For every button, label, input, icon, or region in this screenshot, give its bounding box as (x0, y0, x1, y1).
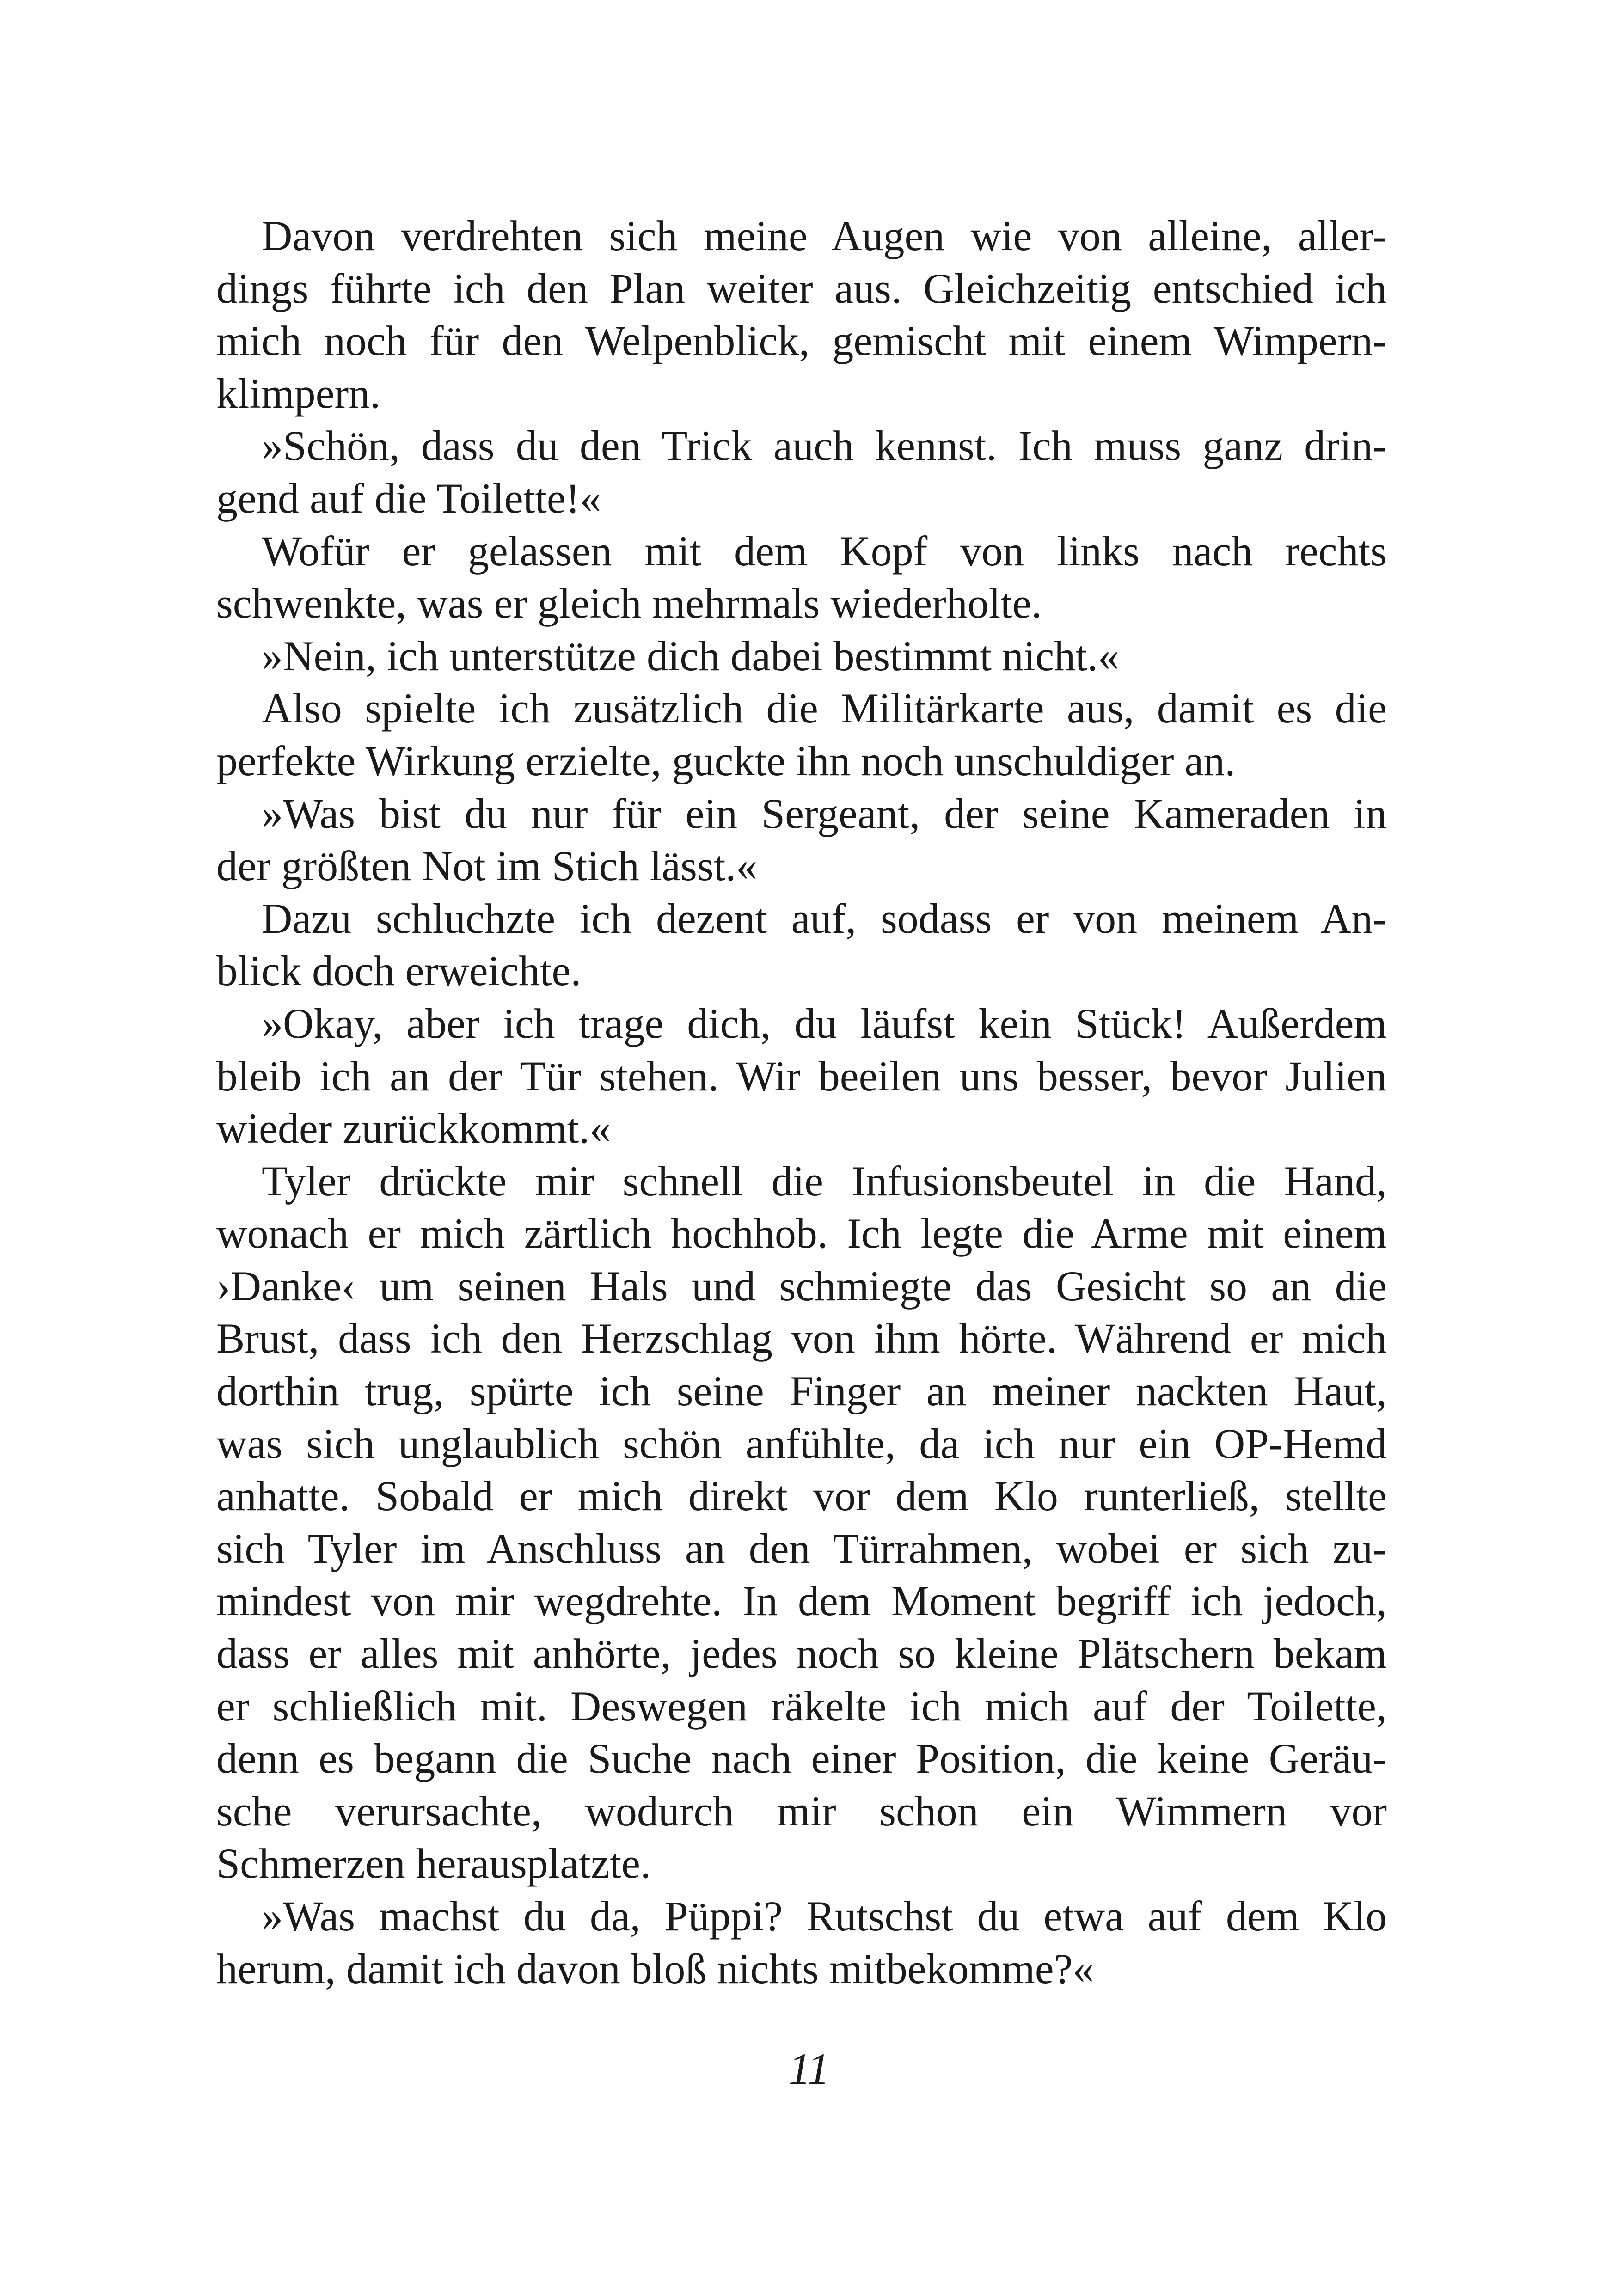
text-line: Also spielte ich zusätzlich die Militärkarte aus, damit es die (262, 685, 1387, 732)
paragraph (216, 788, 1387, 893)
text-line: schwenkte, was er gleich mehrmals wiederholte. (216, 580, 1042, 627)
paragraph (216, 893, 1387, 998)
text-line: er schließlich mit. Deswegen räkelte ich mich auf der Toilette, (216, 1682, 1387, 1730)
text-line: dings führte ich den Plan weiter aus. Gleichzeitig entschied ich (216, 264, 1387, 312)
text-line: denn es begann die Suche nach einer Position, die keine Geräu- (216, 1735, 1387, 1782)
text-line: wonach er mich zärtlich hochhob. Ich legte die Arme mit einem (216, 1210, 1387, 1257)
paragraph (216, 630, 1387, 683)
paragraph (216, 1890, 1387, 1995)
text-line: herum, damit ich davon bloß nichts mitbekomme?« (216, 1945, 1094, 1992)
text-line: »Okay, aber ich trage dich, du läufst kein Stück! Außerdem (262, 999, 1387, 1047)
text-line: perfekte Wirkung erzielte, guckte ihn noch unschuldiger an. (216, 737, 1236, 784)
text-line: Brust, dass ich den Herzschlag von ihm hörte. Während er mich (216, 1315, 1387, 1362)
paragraph (216, 682, 1387, 787)
paragraph (216, 525, 1387, 630)
text-line: »Was machst du da, Püppi? Rutschst du etwa auf dem Klo (262, 1892, 1387, 1940)
text-line: Davon verdrehten sich meine Augen wie von alleine, aller- (262, 212, 1387, 259)
text-line: »Schön, dass du den Trick auch kennst. Ich muss ganz drin- (262, 422, 1387, 470)
text-line: gend auf die Toilette!« (216, 474, 601, 522)
text-line: »Nein, ich unterstütze dich dabei bestimmt nicht.« (262, 632, 1119, 680)
paragraph (216, 420, 1387, 525)
text-line: ›Danke‹ um seinen Hals und schmiegte das Gesicht so an die (216, 1262, 1387, 1310)
text-line: sich Tyler im Anschluss an den Türrahmen, wobei er sich zu- (216, 1525, 1387, 1572)
text-line: »Was bist du nur für ein Sergeant, der seine Kameraden in (262, 790, 1387, 837)
text-line: sche verursachte, wodurch mir schon ein Wimmern vor (216, 1787, 1387, 1835)
text-line: mich noch für den Welpenblick, gemischt mit einem Wimpern- (216, 317, 1387, 365)
paragraph (216, 210, 1387, 420)
text-line: Schmerzen herausplatzte. (216, 1840, 651, 1887)
text-line: mindest von mir wegdrehte. In dem Moment begriff ich jedoch, (216, 1577, 1387, 1625)
text-line: klimpern. (216, 369, 381, 417)
body-text (216, 210, 1387, 1995)
text-line: blick doch erweichte. (216, 947, 582, 995)
text-line: dorthin trug, spürte ich seine Finger an meiner nackten Haut, (216, 1367, 1387, 1415)
paragraph (216, 998, 1387, 1155)
text-line: wieder zurückkommt.« (216, 1105, 611, 1152)
text-line: der größten Not im Stich lässt.« (216, 842, 758, 890)
text-line: anhatte. Sobald er mich direkt vor dem Klo runterließ, stellte (216, 1472, 1387, 1520)
text-line: Wofür er gelassen mit dem Kopf von links nach rechts (262, 527, 1387, 575)
text-line: bleib ich an der Tür stehen. Wir beeilen uns besser, bevor Julien (216, 1052, 1387, 1100)
page-number: 11 (788, 2044, 830, 2094)
paragraph (216, 1155, 1387, 1890)
text-line: was sich unglaublich schön anfühlte, da ich nur ein OP-Hemd (216, 1420, 1387, 1467)
text-line: Dazu schluchzte ich dezent auf, sodass er von meinem An- (262, 894, 1387, 942)
text-line: dass er alles mit anhörte, jedes noch so kleine Plätschern bekam (216, 1630, 1387, 1678)
text-line: Tyler drückte mir schnell die Infusionsbeutel in die Hand, (262, 1157, 1387, 1205)
